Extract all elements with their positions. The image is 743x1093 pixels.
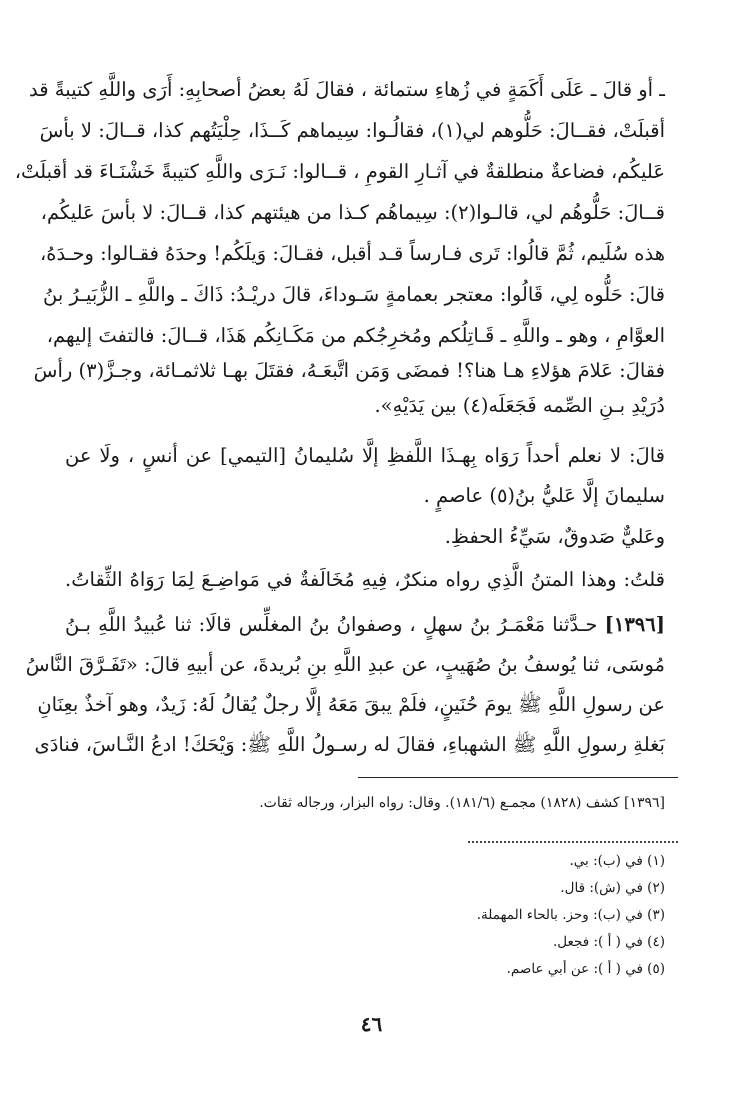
hadith-text: حـدَّثنا مَعْمَـرُ بنُ سهلٍ ، وصفوانُ بنُ المغلِّس قالَا: ثنا عُبيدُ اللَّهِ بـنُ: [65, 613, 598, 636]
body-line: قــالَ: حَلُّوهُم لي، قالـوا(٢): سِيماهُم كـذا من هيئتهم كذا، قــالَ: لا بأسَ عَليكُم،: [40, 201, 665, 224]
comment-line: قلتُ: وهذا المتنُ الَّذِي رواه منكرٌ، فِيهِ مُخَالَفةٌ في مَواضِـعَ لِمَا رَوَاهُ الثِّقاتُ.: [65, 568, 665, 591]
body-line: دُرَيْدِ بـنِ الصِّمه فَجَعَلَه(٤) بين يَدَيْهِ».: [374, 394, 665, 417]
quote-line: قالَ: لا نعلم أحداً رَوَاه بِهـذَا اللَّفظِ إلَّا سُليمانُ [التيمي] عن أنسٍ ، ولَا عن: [65, 444, 665, 467]
hadith-line: بَغلةِ رسولِ اللَّهِ ﷺ الشهباءِ، فقالَ له رسـولُ اللَّهِ ﷺ: وَيْحَكَ! ادعُ النَّـاسَ، فنادَى: [34, 733, 665, 756]
body-line: عَليكُم، فضاعةٌ منطلقةٌ في آثـارِ القومِ ، قــالوا: نَـرَى واللَّهِ كتيبةً خَشْنَـاءَ قد أقبلَتْ،: [14, 160, 665, 183]
footnote-separator: [358, 777, 678, 778]
body-line: هذه سُلَيم، ثُمَّ قالُوا: تَرى فـارساً قـد أقبل، فقـالَ: وَيلَكُم! وحدَهُ فقـالوا: وحـدَهُ،: [40, 242, 665, 265]
footnote: (١) في (ب): بي.: [569, 853, 665, 869]
footnote: (٢) في (ش): قال.: [560, 880, 665, 896]
source-note: [١٣٩٦] كشف (١٨٢٨) مجمـع (١٨١/٦). وقال: رواه البزار، ورجاله ثقات.: [259, 795, 665, 811]
body-line: العوَّامِ ، وهو ـ واللَّهِ ـ قَـاتِلُكم ومُخرِجُكم من مَكَـانِكُم هَذَا، قــالَ: فالتفتَ إليهم،: [46, 324, 665, 347]
body-line: فقالَ: عَلامَ هؤلاءِ هـا هنا؟! فمضَى وَمَن اتَّبعَـهُ، فقتَلَ بهـا ثلاثمـائة، وجـزَّ(٣) رأسَ: [33, 359, 665, 382]
body-line: أقبلَتْ، فقــالَ: حَلُّوهم لي(١)، فقالُـوا: سِيماهم كَــذَا، حِلْيَتُهم كذا، قــالَ: لا بأسَ: [39, 119, 665, 142]
hadith-line: [65, 610, 665, 640]
grading-line: وعَليٌّ صَدوقٌ، سَيِّءُ الحفظِ.: [444, 525, 665, 548]
footnote: (٣) في (ب): وحز. بالحاء المهملة.: [476, 907, 665, 923]
hadith-line: عن رسولِ اللَّهِ ﷺ يومَ حُنَينٍ، فلَمْ يبقَ مَعَهُ إلَّا رجلٌ يُقالُ لَهُ: زَيدٌ، وهو آخذٌ بعِنَانِ: [37, 693, 665, 716]
body-line: قالَ: حَلُّوه لِي، قَالُوا: معتجر بعمامةٍ سَـوداءَ، قالَ دريْـدُ: ذَاكَ ـ واللَّهِ ـ الزُّبَيـرُ بنُ: [43, 283, 665, 306]
body-line: ـ أو قالَ ـ عَلَى أَكَمَةٍ في زُهاءِ ستمائة ، فقالَ لَهُ بعضُ أصحابِهِ: أَرَى واللَّهِ كتيبةً قد: [29, 78, 665, 101]
footnote: (٥) في ( أ ): عن أبي عاصم.: [506, 961, 665, 977]
dotted-separator: [468, 841, 678, 843]
hadith-line: مُوسَى، ثنا يُوسفُ بنُ صُهَيبٍ، عن عبدِ اللَّهِ بنِ بُريدةَ، عن أبيهِ قالَ: «تَفَـرَّقَ النَّاسُ: [25, 653, 665, 676]
page-number: ٤٦: [360, 1012, 383, 1036]
hadith-number: [١٣٩٦]: [604, 613, 665, 636]
quote-line: سليمانَ إلَّا عَليُّ بنُ(٥) عاصمٍ .: [423, 484, 665, 507]
footnote: (٤) في ( أ ): فجعل.: [552, 934, 665, 950]
